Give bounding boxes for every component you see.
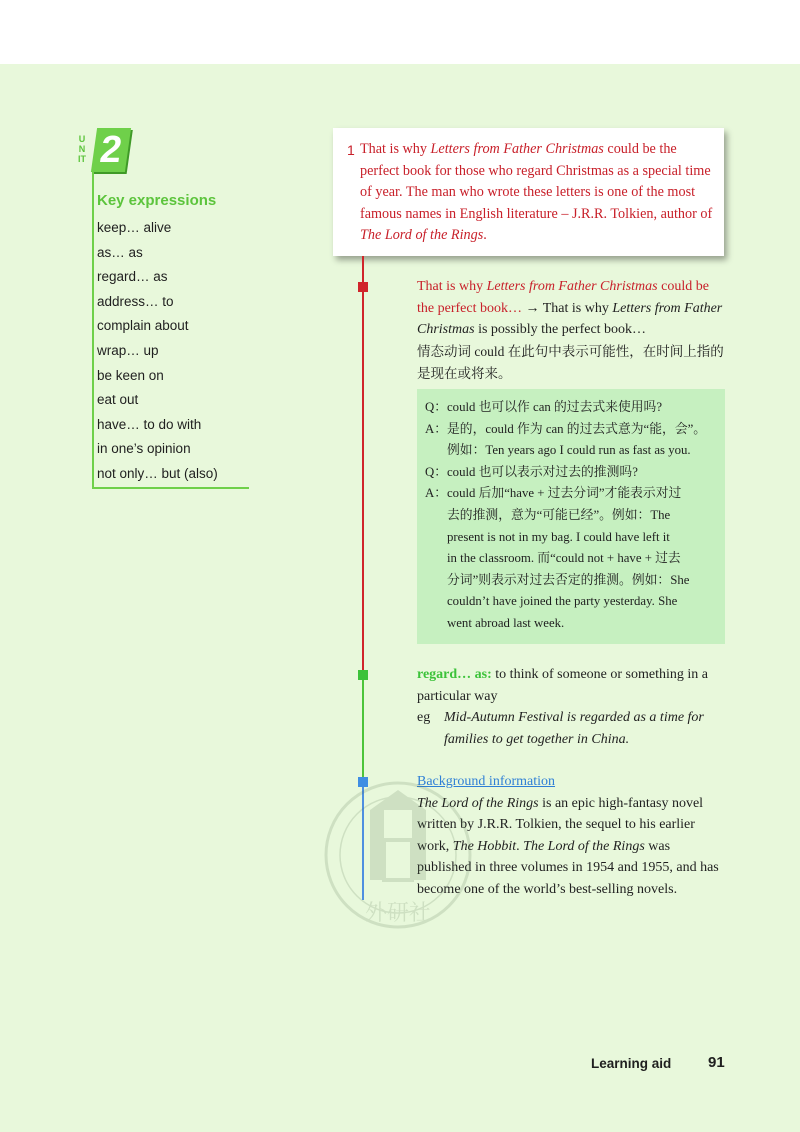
footer-section-label: Learning aid — [591, 1056, 672, 1071]
qa-label: A： — [425, 421, 448, 436]
source-text-part: . — [483, 227, 487, 243]
key-expressions-title: Key expressions — [97, 192, 217, 209]
key-expression-item: wrap… up — [97, 342, 159, 358]
qa-label: Q： — [425, 464, 448, 479]
qa-label: A： — [425, 486, 448, 501]
arrow-icon: → — [521, 300, 543, 316]
qa-box — [417, 389, 725, 644]
note-chinese-explanation: 情态动词 could 在此句中表示可能性，在时间上指的是现在或将来。 — [417, 343, 724, 381]
note-marker-red — [358, 282, 368, 292]
background-text-part: is an epic high-fantasy novel written by J.R.R. Tolkien, the sequel to his earlier work, — [417, 795, 704, 854]
sidebar-divider-vertical — [92, 172, 94, 488]
key-expressions-list — [97, 216, 218, 487]
unit-word — [76, 134, 88, 164]
vocabulary-note — [417, 664, 727, 750]
timeline-red — [362, 256, 364, 674]
qa-label: Q： — [425, 400, 448, 414]
qa-question-1 — [425, 397, 725, 419]
note-original-part: could be the perfect book… — [417, 279, 709, 316]
background-text-part: . — [516, 838, 524, 854]
vocabulary-example — [417, 707, 727, 750]
note-original-part: That is why — [417, 279, 487, 294]
qa-text-line: in the classroom. 而“could not + have + 过去 — [447, 551, 681, 566]
key-expression-item: not only… but (also) — [97, 465, 218, 481]
source-text-box — [333, 128, 724, 256]
qa-text-line: went abroad last week. — [447, 616, 565, 630]
grammar-note — [417, 276, 727, 386]
key-expression-item: in one’s opinion — [97, 441, 191, 457]
qa-question-2 — [425, 462, 725, 484]
svg-text:外研社: 外研社 — [364, 901, 432, 926]
note-paraphrase-title: Letters from Father Christmas — [417, 300, 723, 337]
source-text-part: That is why — [360, 141, 431, 157]
page-top-band — [0, 0, 800, 64]
book-title-letters: Letters from Father Christmas — [430, 141, 604, 157]
book-title-lotr: The Lord of the Rings — [360, 227, 484, 243]
source-text-number: 1 — [347, 142, 355, 158]
background-title: Background information — [417, 774, 556, 789]
key-expression-item: complain about — [97, 318, 189, 334]
note-marker-green — [358, 670, 368, 680]
key-expression-item: eat out — [97, 392, 139, 408]
timeline-green — [362, 674, 364, 782]
page-number: 91 — [708, 1054, 725, 1071]
source-text-part: could be the perfect book for those who regard Christmas as a special time of year. The man who wrote these letters is one of the most famous names in English literature – J.R.R. Tolkien, author of — [360, 141, 713, 222]
example-label: eg — [417, 710, 431, 725]
key-expression-item: address… to — [97, 293, 174, 309]
sidebar-divider-horizontal — [92, 487, 249, 489]
background-book-title: The Lord of the Rings — [523, 838, 645, 854]
note-paraphrase-part: That is why — [542, 300, 613, 316]
qa-example: 例如：Ten years ago I could run as fast as you. — [447, 443, 691, 458]
vocabulary-term: regard… as: — [417, 667, 492, 682]
qa-text-line: couldn’t have joined the party yesterday. She — [447, 594, 678, 609]
qa-text-line: 分词”则表示对过去否定的推测。例如：She — [447, 572, 690, 587]
background-text-part: was published in three volumes in 1954 and 1955, and has become one of the world’s best-selling novels. — [417, 838, 719, 897]
publisher-watermark-seal — [318, 770, 478, 945]
example-sentence: Mid-Autumn Festival is regarded as a time for families to get together in China. — [444, 710, 704, 747]
background-book-title: The Hobbit — [452, 838, 517, 854]
unit-number-badge: 2 — [91, 128, 131, 172]
qa-text: 是的，could 作为 can 的过去式意为“能，会”。 — [447, 421, 707, 436]
qa-text: could 后加“have + 过去分词”才能表示对过 — [447, 486, 682, 501]
qa-text: could 也可以作 can 的过去式来使用吗? — [447, 400, 663, 414]
note-original-title: Letters from Father Christmas — [486, 279, 658, 294]
key-expression-item: have… to do with — [97, 416, 202, 432]
qa-answer-1 — [425, 419, 725, 441]
qa-text: could 也可以表示对过去的推测吗? — [447, 464, 638, 479]
qa-answer-2 — [425, 483, 725, 505]
source-text — [360, 139, 716, 247]
key-expression-item: as… as — [97, 244, 143, 260]
qa-text-line: 去的推测，意为“可能已经”。例如：The — [447, 508, 671, 522]
key-expression-item: keep… alive — [97, 220, 172, 235]
key-expression-item: be keen on — [97, 367, 164, 383]
vocabulary-definition — [417, 664, 727, 707]
background-book-title: The Lord of the Rings — [417, 795, 539, 811]
vocabulary-definition-text: to think of someone or something in a particular way — [417, 667, 708, 704]
note-paraphrase-part: is possibly the perfect book… — [474, 322, 647, 337]
key-expression-item: regard… as — [97, 269, 168, 285]
qa-text-line: present is not in my bag. I could have left it — [447, 529, 670, 544]
unit-word-text: UNIT — [78, 134, 86, 164]
